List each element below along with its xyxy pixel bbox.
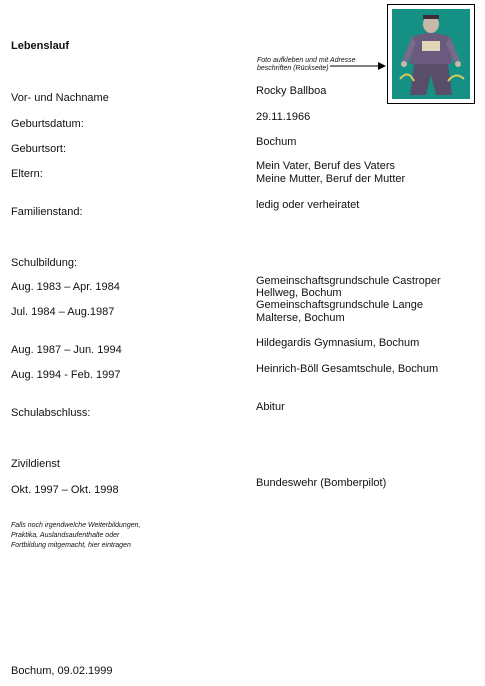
school-place-1-line-1: Gemeinschaftsgrundschule Castroper <box>256 275 441 287</box>
school-place-4: Heinrich-Böll Gesamtschule, Bochum <box>256 363 439 375</box>
birthdate-value: 29.11.1966 <box>256 111 311 123</box>
school-place-1-line-2: Hellweg, Bochum <box>256 287 342 299</box>
photo-note-line-1: Foto aufkleben und mit Adresse <box>257 57 356 64</box>
photo-frame <box>387 4 475 104</box>
further-note-line-3: Fortbildung mitgemacht, hier eintragen <box>11 542 131 549</box>
arrow-right-icon <box>330 61 386 71</box>
birthdate-label: Geburtsdatum: <box>11 118 84 130</box>
civil-period: Okt. 1997 – Okt. 1998 <box>11 484 119 496</box>
school-heading: Schulbildung: <box>11 257 78 269</box>
school-place-2-line-1: Gemeinschaftsgrundschule Lange <box>256 299 423 311</box>
place-date-line: Bochum, 09.02.1999 <box>11 665 113 677</box>
school-period-2: Jul. 1984 – Aug.1987 <box>11 306 115 318</box>
parents-mother: Meine Mutter, Beruf der Mutter <box>256 173 406 185</box>
degree-value: Abitur <box>256 401 285 413</box>
page-title: Lebenslauf <box>11 40 70 52</box>
school-period-1: Aug. 1983 – Apr. 1984 <box>11 281 120 293</box>
school-place-2-line-2: Malterse, Bochum <box>256 312 345 324</box>
parents-father: Mein Vater, Beruf des Vaters <box>256 160 395 172</box>
marital-value: ledig oder verheiratet <box>256 199 360 211</box>
civil-heading: Zivildienst <box>11 458 60 470</box>
marital-label: Familienstand: <box>11 206 83 218</box>
name-value: Rocky Ballboa <box>256 85 327 97</box>
birthplace-label: Geburtsort: <box>11 143 67 155</box>
degree-label: Schulabschluss: <box>11 407 91 419</box>
photo-note-line-2: beschriften (Rückseite) <box>257 65 329 72</box>
school-place-3: Hildegardis Gymnasium, Bochum <box>256 337 420 349</box>
civil-place: Bundeswehr (Bomberpilot) <box>256 477 387 489</box>
portrait-photo <box>392 9 470 99</box>
parents-label: Eltern: <box>11 168 43 180</box>
school-period-4: Aug. 1994 - Feb. 1997 <box>11 369 121 381</box>
further-note-line-1: Falls noch irgendwelche Weiterbildungen, <box>11 522 141 529</box>
further-note-line-2: Praktika, Auslandsaufenthalte oder <box>11 532 120 539</box>
birthplace-value: Bochum <box>256 136 297 148</box>
name-label: Vor- und Nachname <box>11 92 109 104</box>
school-period-3: Aug. 1987 – Jun. 1994 <box>11 344 122 356</box>
